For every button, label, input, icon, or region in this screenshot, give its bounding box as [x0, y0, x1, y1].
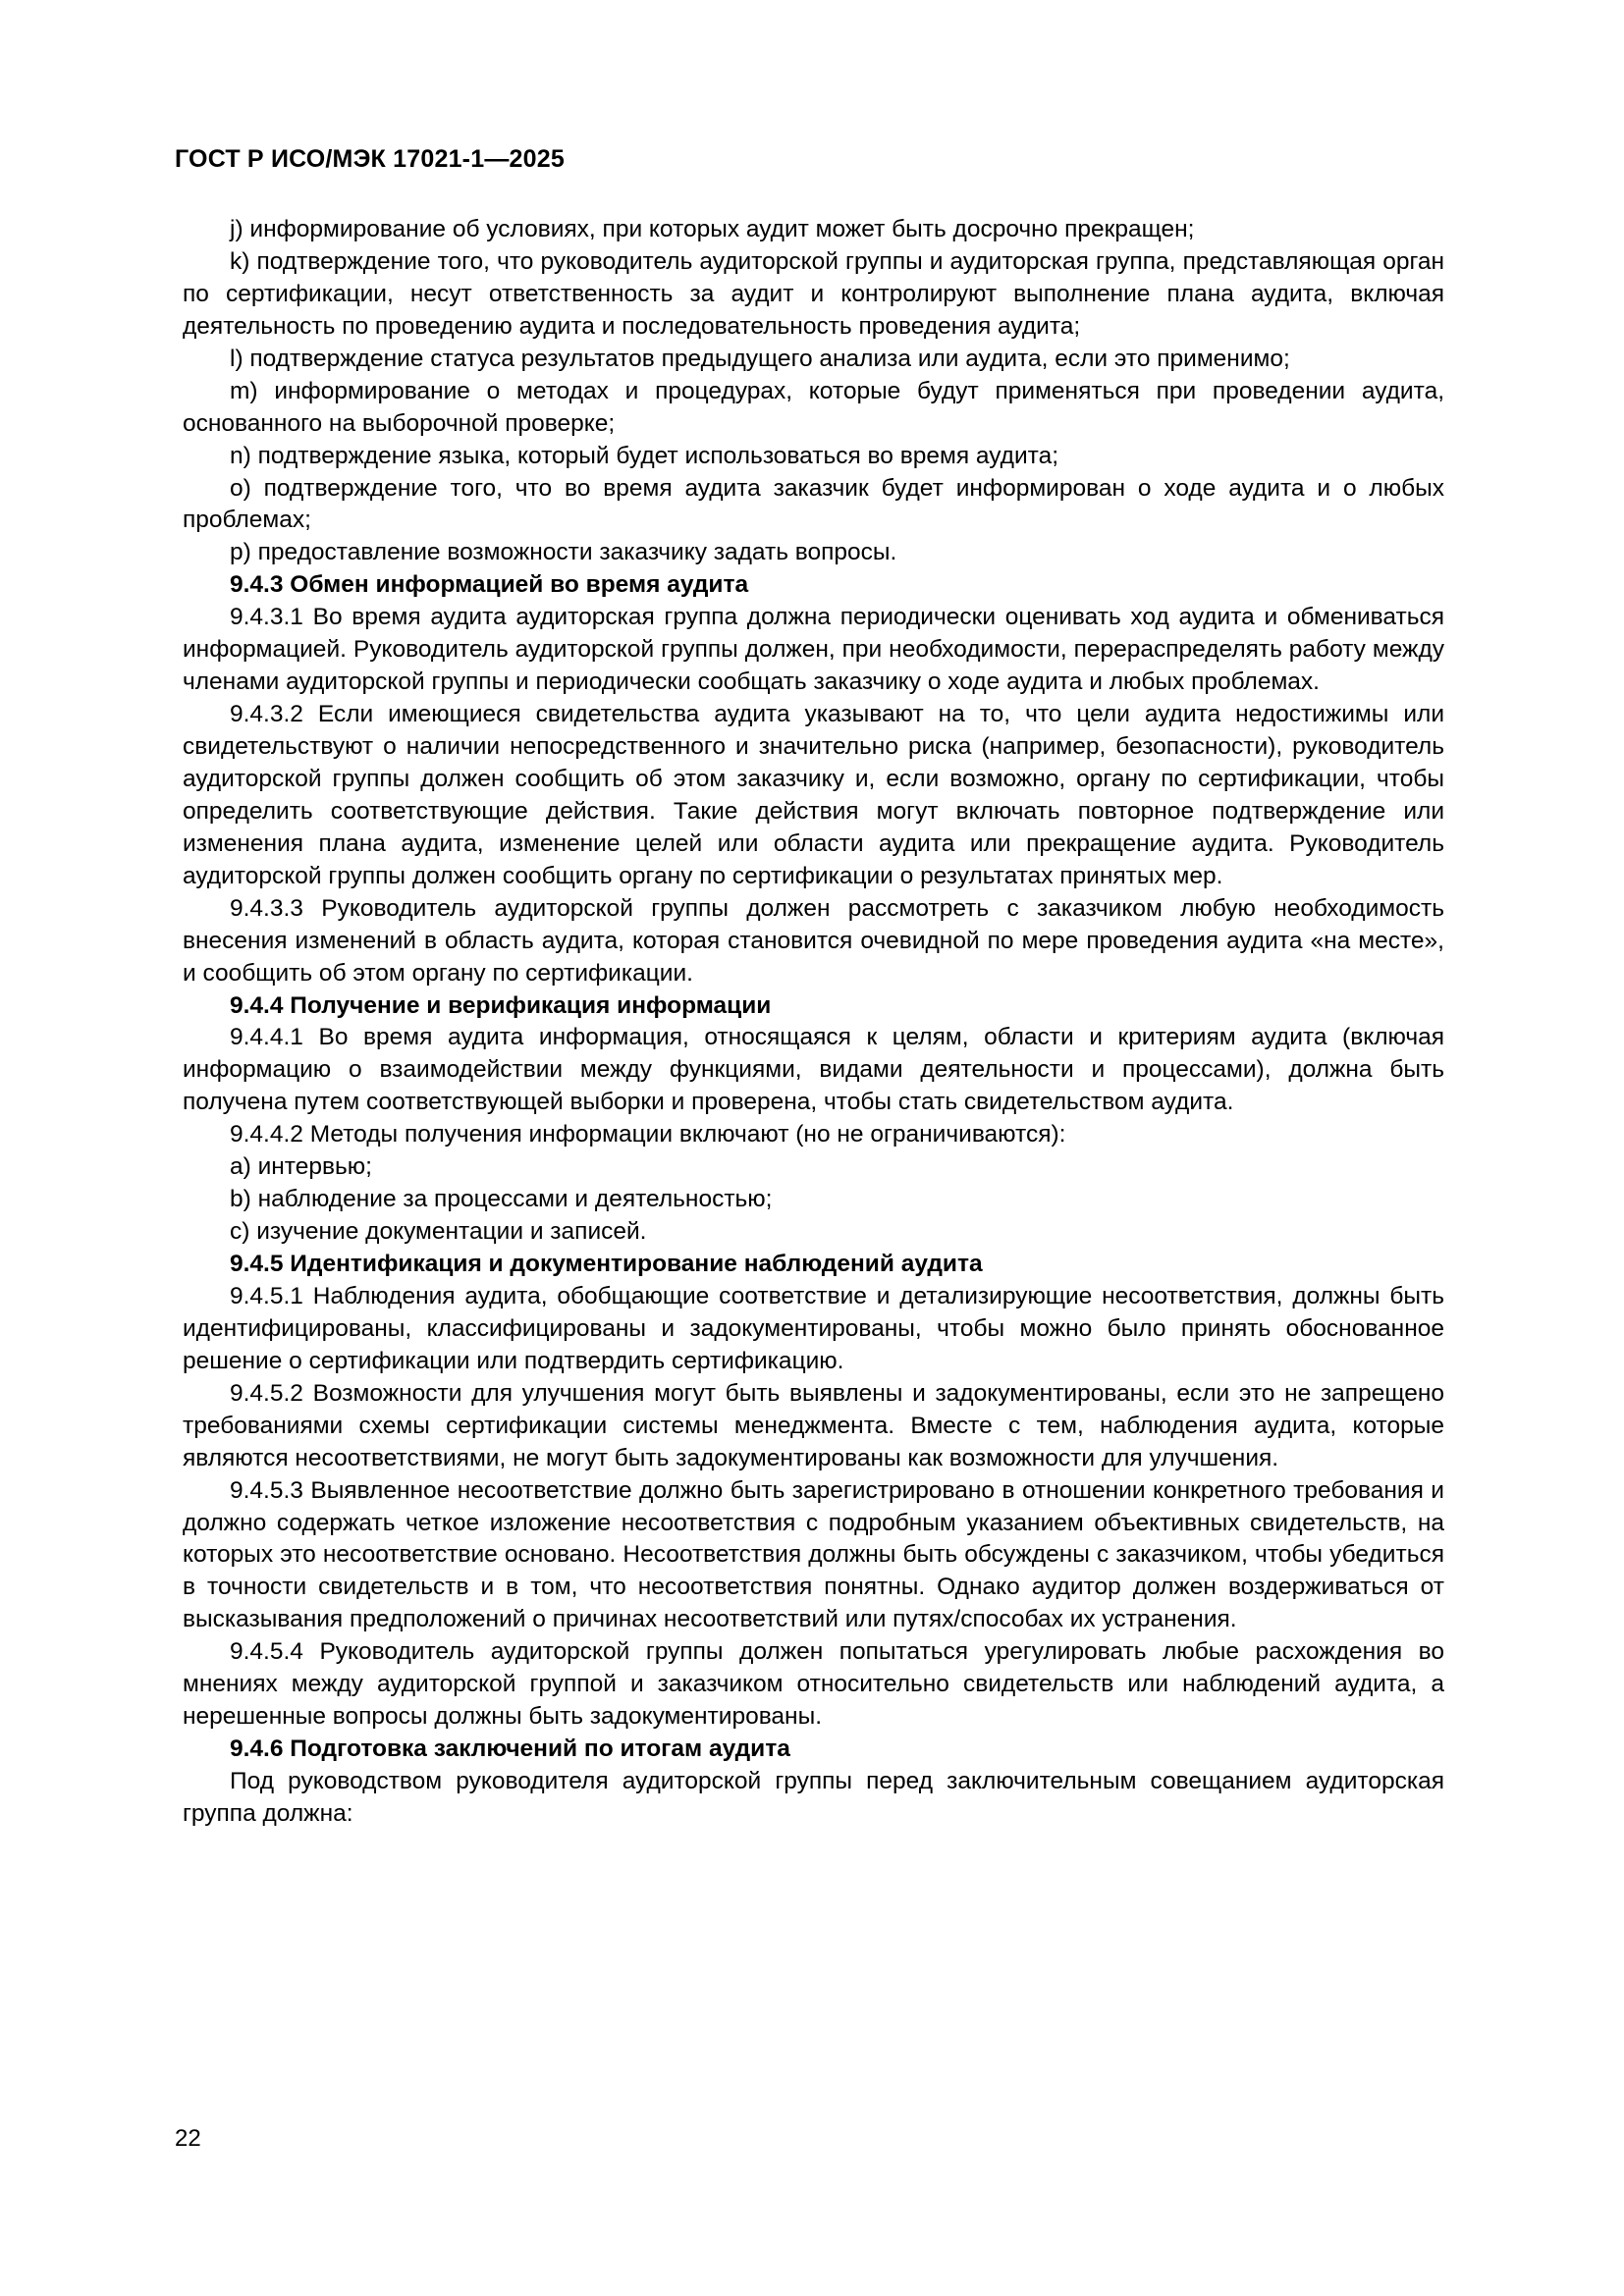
- body-paragraph: b) наблюдение за процессами и деятельностью;: [230, 1186, 773, 1213]
- body-paragraph: 9.4.5.1 Наблюдения аудита, обобщающие соответствие и детализирующие несоответствия, должны быть идентифицированы, классифицированы и задокументированы, чтобы можно было принять обоснованное решение о сертификации или подтвердить сертификацию.: [183, 1282, 1444, 1374]
- section-heading: 9.4.4 Получение и верификация информации: [230, 991, 772, 1019]
- body-paragraph: 9.4.4.2 Методы получения информации включают (но не ограничиваются):: [230, 1121, 1066, 1148]
- body-paragraph: 9.4.3.1 Во время аудита аудиторская группа должна периодически оценивать ход аудита и обмениваться информацией. Руководитель аудиторской группы должен, при необходимости, перераспределять работу между членами аудиторской группы и периодически сообщать заказчику о ходе аудита и любых проблемах.: [183, 604, 1444, 696]
- body-paragraph: a) интервью;: [230, 1153, 372, 1181]
- body-paragraph: o) подтверждение того, что во время аудита заказчик будет информирован о ходе аудита и о любых проблемах;: [183, 474, 1444, 534]
- body-paragraph: c) изучение документации и записей.: [230, 1218, 647, 1246]
- body-paragraph: 9.4.5.4 Руководитель аудиторской группы должен попытаться урегулировать любые расхождения во мнениях между аудиторской группой и заказчиком относительно свидетельств или наблюдений аудита, а нерешенные вопросы должны быть задокументированы.: [183, 1638, 1444, 1731]
- body-paragraph: 9.4.3.3 Руководитель аудиторской группы должен рассмотреть с заказчиком любую необходимость внесения изменений в область аудита, которая становится очевидной по мере проведения аудита «на месте», и сообщить об этом органу по сертификации.: [183, 894, 1444, 987]
- body-paragraph: p) предоставление возможности заказчику задать вопросы.: [230, 539, 897, 566]
- body-paragraph: 9.4.3.2 Если имеющиеся свидетельства аудита указывают на то, что цели аудита недостижимы или свидетельствуют о наличии непосредственного и значительно риска (например, безопасности), руководитель аудиторской группы должен сообщить об этом заказчику и, если возможно, органу по сертификации, чтобы определить соответствующие действия. Такие действия могут включать повторное подтверждение или изменения плана аудита, изменение целей или области аудита или прекращение аудита. Руководитель аудиторской группы должен сообщить органу по сертификации о результатах принятых мер.: [183, 701, 1444, 889]
- document-header: ГОСТ Р ИСО/МЭК 17021-1—2025: [175, 145, 565, 173]
- document-body: [183, 214, 1444, 1831]
- body-paragraph: n) подтверждение языка, который будет использоваться во время аудита;: [230, 442, 1059, 469]
- body-paragraph: Под руководством руководителя аудиторской группы перед заключительным совещанием аудиторская группа должна:: [183, 1768, 1444, 1827]
- section-heading: 9.4.6 Подготовка заключений по итогам аудита: [230, 1735, 790, 1763]
- body-paragraph: 9.4.5.3 Выявленное несоответствие должно быть зарегистрировано в отношении конкретного требования и должно содержать четкое изложение несоответствия с подробным указанием объективных свидетельств, на которых это несоответствие основано. Несоответствия должны быть обсуждены с заказчиком, чтобы убедиться в точности свидетельств и в том, что несоответствия понятны. Однако аудитор должен воздерживаться от высказывания предположений о причинах несоответствий или путях/способах их устранения.: [183, 1476, 1444, 1633]
- section-heading: 9.4.3 Обмен информацией во время аудита: [230, 571, 749, 599]
- body-paragraph: l) подтверждение статуса результатов предыдущего анализа или аудита, если это применимо;: [230, 345, 1290, 372]
- body-paragraph: k) подтверждение того, что руководитель аудиторской группы и аудиторская группа, представляющая орган по сертификации, несут ответственность за аудит и контролируют выполнение плана аудита, включая деятельность по проведению аудита и последовательность проведения аудита;: [183, 247, 1444, 340]
- body-paragraph: 9.4.5.2 Возможности для улучшения могут быть выявлены и задокументированы, если это не запрещено требованиями схемы сертификации системы менеджмента. Вместе с тем, наблюдения аудита, которые являются несоответствиями, не могут быть задокументированы как возможности для улучшения.: [183, 1379, 1444, 1471]
- section-heading: 9.4.5 Идентификация и документирование наблюдений аудита: [230, 1251, 983, 1277]
- body-paragraph: 9.4.4.1 Во время аудита информация, относящаяся к целям, области и критериям аудита (включая информацию о взаимодействии между функциями, видами деятельности и процессами), должна быть получена путем соответствующей выборки и проверена, чтобы стать свидетельством аудита.: [183, 1024, 1444, 1116]
- body-paragraph: j) информирование об условиях, при которых аудит может быть досрочно прекращен;: [230, 216, 1195, 242]
- body-paragraph: m) информирование о методах и процедурах, которые будут применяться при проведении аудита, основанного на выборочной проверке;: [183, 377, 1444, 437]
- page-number: 22: [175, 2125, 201, 2152]
